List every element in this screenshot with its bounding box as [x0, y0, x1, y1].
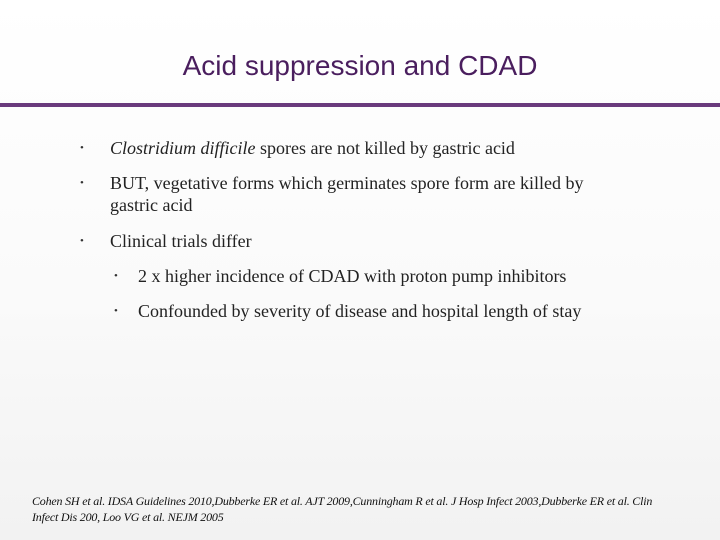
title-divider [0, 103, 720, 107]
bullet-text [110, 172, 584, 216]
sub-bullet-item [114, 265, 566, 287]
bullet-rest-text: spores are not killed by gastric acid [255, 138, 515, 158]
bullet-line: gastric acid [110, 195, 193, 215]
bullet-icon: • [80, 235, 84, 247]
bullet-item [80, 137, 515, 159]
sub-bullet-item [114, 300, 581, 322]
sub-bullet-text: Confounded by severity of disease and hospital length of stay [138, 301, 582, 321]
reference-line: Cohen SH et al. IDSA Guidelines 2010,Dubberke ER et al. AJT 2009,Cunningham R et al. J Hosp Infect 2003,Dubberke ER et al. Clin [32, 494, 653, 508]
slide-title: Acid suppression and CDAD [182, 50, 538, 81]
reference-line: Infect Dis 200, Loo VG et al. NEJM 2005 [32, 510, 224, 524]
bullet-italic-text: Clostridium difficile [110, 138, 256, 158]
bullet-text: Clinical trials differ [110, 231, 252, 251]
bullet-icon: • [80, 177, 84, 189]
sub-bullet-text: 2 x higher incidence of CDAD with proton pump inhibitors [138, 266, 567, 286]
bullet-text [110, 137, 515, 159]
bullet-line: BUT, vegetative forms which germinates spore form are killed by [110, 173, 584, 193]
bullet-item [80, 230, 252, 252]
bullet-icon: • [80, 142, 84, 154]
bullet-icon: • [114, 305, 118, 317]
bullet-item [80, 172, 584, 216]
references [32, 493, 692, 525]
bullet-icon: • [114, 270, 118, 282]
